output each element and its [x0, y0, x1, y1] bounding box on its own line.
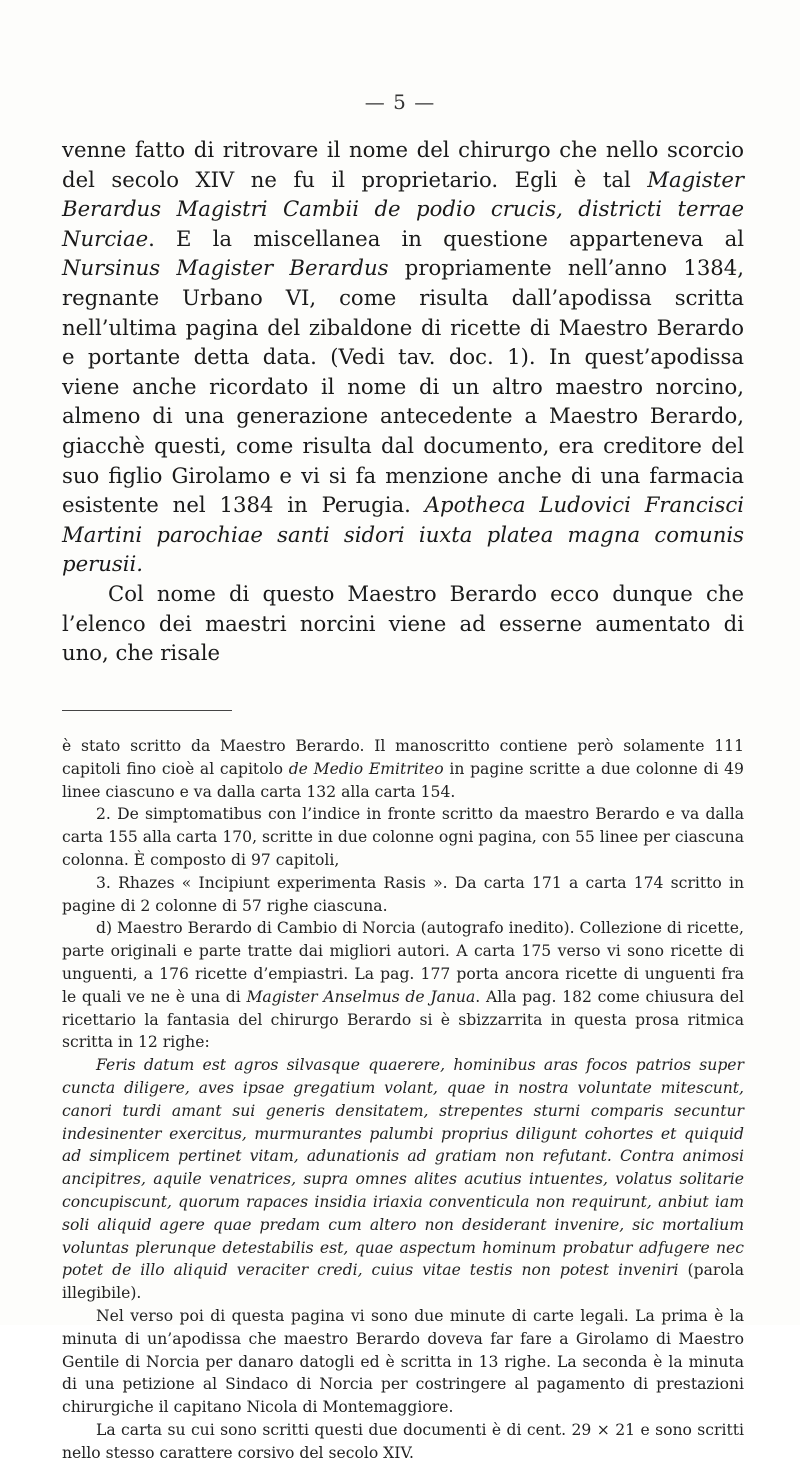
- footnote-verso: Nel verso poi di questa pagina vi sono due minute di carte legali. La prima è la minuta di un’apodissa che maestro Berardo doveva far fare a Girolamo di Maestro Gentile di Norcia per danaro datogli ed è scritta in 13 righe. La seconda è la minuta di una petizione al Sindaco di Norcia per costringere al pagamento di prestazioni chirurgiche il capitano Nicola di Montemaggiore.: [62, 1306, 744, 1417]
- text-run: in pagine scritte a due colonne di 49 linee ciascuno e va dalla carta 132 alla carta 154.: [62, 759, 744, 801]
- paragraph-2: Col nome di questo Maestro Berardo ecco dunque che l’elenco dei maestri norcini viene ad esserne aumentato di uno, che risale: [62, 580, 744, 666]
- footnote-rule: [62, 710, 232, 711]
- footnote-3: 3. Rhazes « Incipiunt experimenta Rasis ». Da carta 171 a carta 174 scritto in pagine di 2 colonne di 57 righe ciascuna.: [62, 873, 744, 915]
- text-run: (parola illegibile).: [62, 1261, 744, 1303]
- italic-run: Apotheca Ludovici Francisci Martini parochiae santi sidori iuxta platea magna comunis perusii.: [62, 492, 744, 577]
- italic-run: de Medio Emitriteo: [288, 759, 444, 778]
- text-run: . E la miscellanea in questione apparteneva al: [148, 225, 744, 251]
- paragraph-1: [62, 135, 744, 579]
- text-run: venne fatto di ritrovare il nome del chirurgo che nello scorcio del secolo XIV ne fu il proprietario. Egli è tal: [62, 137, 744, 192]
- footnote-carta: La carta su cui sono scritti questi due documenti è di cent. 29 × 21 e sono scritti nello stesso carattere corsivo del secolo XIV.: [62, 1420, 744, 1462]
- footnote-1: [62, 735, 744, 803]
- footnote-d: [62, 917, 744, 1054]
- italic-run: Nursinus Magister Berardus: [62, 255, 389, 281]
- text-run: è stato scritto da Maestro Berardo. Il manoscritto contiene però solamente 111 capitoli fino cioè al capitolo: [62, 737, 744, 778]
- text-run: propriamente nell’anno 1384, regnante Urbano VI, come risulta dall’apodissa scritta nell’ultima pagina del zibaldone di ricette di Maestro Berardo e portante detta data. (Vedi tav. doc. 1). In quest’apodissa viene anche ricordato il nome di un altro maestro norcino, almeno di una generazione antecedente a Maestro Berardo, giacchè questi, come risulta dal documento, era creditore del suo figlio Girolamo e vi si fa menzione anche di una farmacia esistente nel 1384 in Perugia.: [62, 255, 744, 518]
- footnote-2: 2. De simptomatibus con l’indice in fronte scritto da maestro Berardo e va dalla carta 155 alla carta 170, scritte in due colonne ogni pagina, con 55 linee per ciascuna colonna. È composto di 97 capitoli,: [62, 805, 744, 869]
- italic-run: Feris datum est agros silvasque quaerere, hominibus aras focos patrios super cuncta diligere, aves ipsae gregatium volant, quae in nostra voluntate mitescunt, canori turdi amant sui generis densitatem, strepentes sturni comparis secuntur indesinenter exercitus, murmurantes palumbi proprius diligunt cohortes et quiquid ad simplicem pertinet vitam, adunationis ad gratiam non refutant. Contra animosi ancipitres, aquile venatrices, supra omnes alites acutius intuentes, volatus solitarie concupiscunt, quorum rapaces insidia iriaxia conventicula non requirunt, anbiut iam soli aliquid agere quae predam cum altero non desiderant invenire, sic mortalium voluntas plerunque detestabilis est, quae aspectum hominum probatur adfugere nec potet de illo aliquid veraciter credi, cuius vitae testis non potest inveniri: [62, 1056, 744, 1280]
- text-run: d) Maestro Berardo di Cambio di Norcia (autografo inedito). Collezione di ricette, parte originali e parte tratte dai migliori autori. A carta 175 verso vi sono ricette di unguenti, a 176 ricette d’empiastri. La pag. 177 porta ancora ricette di unguenti fra le quali ve ne è una di: [62, 919, 744, 1006]
- latin-prose: [62, 1054, 744, 1305]
- footnotes: [62, 735, 744, 1465]
- main-text: [62, 135, 744, 668]
- text-run: . Alla pag. 182 come chiusura del ricettario la fantasia del chirurgo Berardo si è sbizzarrita in questa prosa ritmica scritta in 12 righe:: [62, 987, 744, 1052]
- italic-run: Magister Berardus Magistri Cambii de podio crucis, districti terrae Nurciae: [62, 166, 744, 251]
- page-number: — 5 —: [364, 90, 436, 114]
- italic-run: Magister Anselmus de Janua: [246, 987, 476, 1006]
